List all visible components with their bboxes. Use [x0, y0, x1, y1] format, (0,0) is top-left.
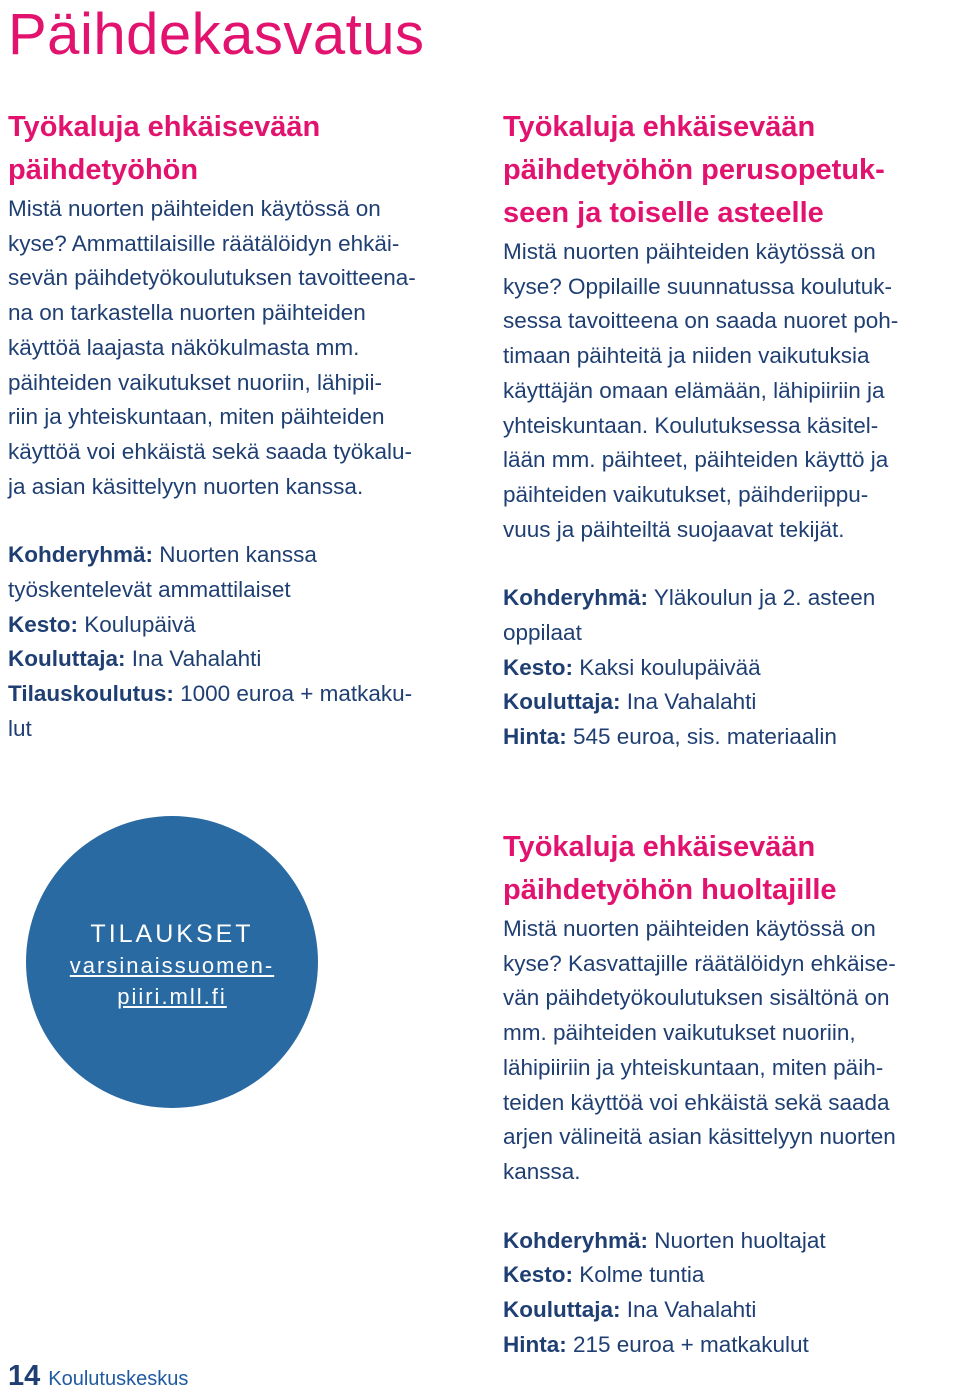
info-key: Kouluttaja: — [503, 689, 621, 715]
footer-label: Koulutuskeskus — [48, 1368, 189, 1390]
course-info — [503, 581, 959, 755]
section-title-line: Työkaluja ehkäisevään — [503, 111, 816, 143]
page-footer — [8, 1360, 188, 1396]
info-key: Kesto: — [8, 611, 79, 637]
section-schools — [503, 106, 959, 755]
info-value: Kolme tuntia — [573, 1262, 705, 1288]
section-professionals — [8, 106, 472, 747]
info-value: 545 euroa, sis. materiaalin — [566, 724, 837, 750]
info-key: Kohderyhmä: — [503, 1227, 649, 1253]
orders-heading: TILAUKSET — [90, 920, 254, 948]
section-title-line: päihdetyöhön perusopetuk- — [503, 154, 885, 186]
info-row — [503, 685, 959, 720]
info-row — [503, 720, 959, 755]
info-row — [8, 712, 472, 747]
info-row — [503, 581, 959, 616]
info-value: lut — [8, 715, 32, 741]
info-key: Kouluttaja: — [8, 646, 126, 672]
section-title-line: Työkaluja ehkäisevään — [503, 831, 816, 863]
info-key: Kohderyhmä: — [503, 585, 649, 611]
info-row — [8, 608, 472, 643]
section-description: Mistä nuorten päihteiden käytössä on kyse? Ammattilaisille räätälöidyn ehkäi- sevän päihdetyökoulutuksen tavoitteena- na on tarkastella nuorten päihteiden käyttöä laajasta näkökulmasta mm. päihteiden vaikutukset nuoriin, lähipii- riin ja yhteiskuntaan, miten päihteiden käyttöä voi ehkäistä sekä saada työkalu- ja asian käsittelyyn nuorten kanssa. — [8, 196, 416, 499]
info-value: 1000 euroa + matkaku- — [173, 681, 413, 707]
orders-badge — [26, 816, 318, 1108]
page-title: Päihdekasvatus — [8, 2, 425, 67]
info-value: Ina Vahalahti — [620, 1297, 757, 1323]
section-title-line: päihdetyöhön — [8, 154, 199, 186]
info-key: Kesto: — [503, 1262, 574, 1288]
section-title-line: päihdetyöhön huoltajille — [503, 874, 837, 906]
info-value: 215 euroa + matkakulut — [566, 1331, 809, 1357]
course-info — [8, 538, 472, 746]
section-description: Mistä nuorten päihteiden käytössä on kyse? Kasvattajille räätälöidyn ehkäise- vän päihdetyökoulutuksen sisältönä on mm. päihteiden vaikutukset nuoriin, lähipiiriin ja yhteiskuntaan, miten päih- teiden käyttöä voi ehkäistä sekä saada arjen välineitä asian käsittelyyn nuorten kanssa. — [503, 916, 896, 1184]
info-value: Nuorten kanssa — [153, 542, 317, 568]
info-key: Tilauskoulutus: — [8, 681, 174, 707]
info-value: Kaksi koulupäivää — [573, 654, 761, 680]
info-key: Kesto: — [503, 654, 574, 680]
course-info — [503, 1224, 959, 1363]
info-value: Nuorten huoltajat — [648, 1227, 826, 1253]
section-title — [503, 106, 959, 235]
section-title-line: Työkaluja ehkäisevään — [8, 111, 321, 143]
info-value: Ina Vahalahti — [125, 646, 262, 672]
section-parents — [503, 826, 959, 1362]
info-row — [8, 677, 472, 712]
info-key: Hinta: — [503, 1331, 567, 1357]
orders-content — [26, 918, 318, 1012]
orders-link-line: piiri.mll.fi — [117, 984, 227, 1009]
info-row — [503, 616, 959, 651]
info-row — [8, 573, 472, 608]
info-row — [503, 651, 959, 686]
orders-link-line: varsinaissuomen- — [69, 953, 275, 978]
section-title — [8, 106, 472, 192]
section-title-line: seen ja toiselle asteelle — [503, 197, 824, 229]
section-description: Mistä nuorten päihteiden käytössä on kyse? Oppilaille suunnatussa koulutuk- sessa tavoitteena on saada nuoret poh- timaan päihteitä ja niiden vaikutuksia käyttäjän omaan elämään, lähipiiriin ja yhteiskuntaan. Koulutuksessa käsitel- lään mm. päihteet, päihteiden käyttö ja päihteiden vaikutukset, päihderiippu- vuus ja päihteiltä suojaavat tekijät. — [503, 239, 899, 542]
info-row — [503, 1293, 959, 1328]
info-row — [503, 1328, 959, 1363]
info-value: Ina Vahalahti — [620, 689, 757, 715]
info-value: työskentelevät ammattilaiset — [8, 577, 291, 603]
info-value: Koulupäivä — [78, 611, 196, 637]
info-row — [8, 642, 472, 677]
info-row — [503, 1258, 959, 1293]
section-title — [503, 826, 959, 912]
info-key: Kohderyhmä: — [8, 542, 154, 568]
info-row — [503, 1224, 959, 1259]
info-value: Yläkoulun ja 2. asteen — [648, 585, 876, 611]
orders-link[interactable] — [26, 950, 318, 1012]
info-key: Kouluttaja: — [503, 1297, 621, 1323]
info-row — [8, 538, 472, 573]
page-number: 14 — [8, 1360, 41, 1392]
info-key: Hinta: — [503, 724, 567, 750]
info-value: oppilaat — [503, 620, 582, 646]
